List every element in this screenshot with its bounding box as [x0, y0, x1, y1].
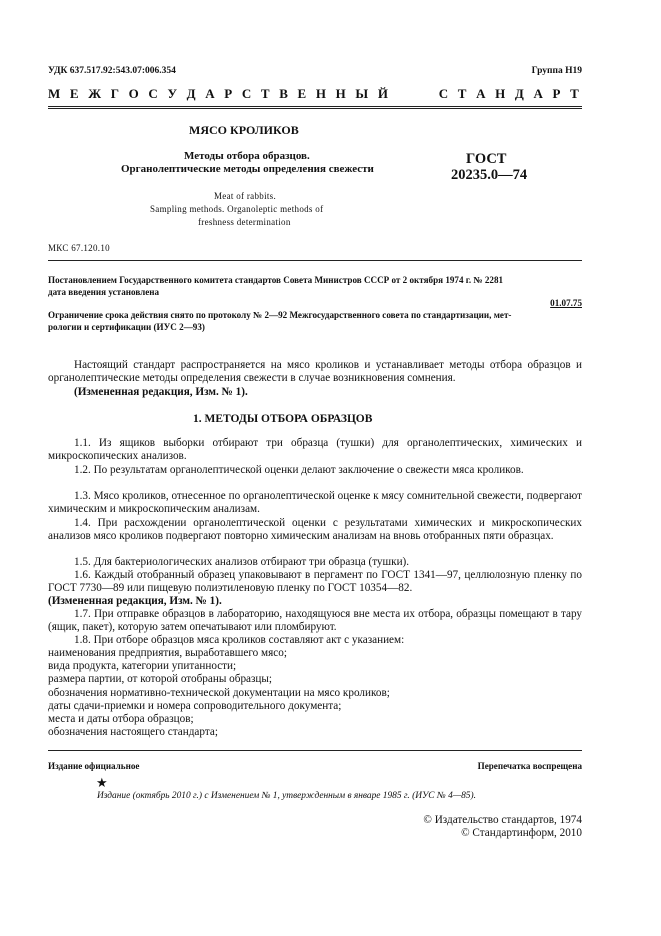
banner-interstate: М Е Ж Г О С У Д А Р С Т В Е Н Н Ы Й — [48, 86, 392, 101]
title-en-3: freshness determination — [198, 217, 291, 227]
section-heading: 1. МЕТОДЫ ОТБОРА ОБРАЗЦОВ — [193, 413, 373, 425]
title-sub-1: Методы отбора образцов. — [184, 150, 310, 162]
list-item: места и даты отбора образцов; — [48, 713, 194, 725]
reprint-notice: Перепечатка воспрещена — [477, 761, 582, 771]
banner-standard: С Т А Н Д А Р Т — [438, 86, 582, 101]
list-item: даты сдачи-приемки и номера сопроводительного документа; — [48, 700, 342, 712]
clause-1-8: 1.8. При отборе образцов мяса кроликов составляют акт с указанием: — [74, 634, 405, 646]
star-icon: ★ — [96, 775, 108, 790]
copyright-2010: © Стандартинформ, 2010 — [461, 827, 582, 839]
clause-1-1: 1.1. Из ящиков выборки отбирают три образца (тушки) для органолептических, химических и микроскопических анализов. — [48, 437, 582, 463]
copyright-1974: © Издательство стандартов, 1974 — [423, 814, 582, 826]
title-en-2: Sampling methods. Organoleptic methods of — [150, 204, 324, 214]
clause-1-4: 1.4. При расхождении органолептической оценки с результатами химических и микроскопических анализов мясо кроликов подвергают повторно химическим анализам на вновь отобранных пяти образцах. — [48, 517, 582, 543]
mks-divider — [48, 260, 582, 261]
gost-label: ГОСТ — [466, 151, 507, 167]
header-divider — [48, 106, 582, 109]
list-item: обозначения настоящего стандарта; — [48, 726, 218, 738]
intro-amendment: (Измененная редакция, Изм. № 1). — [74, 386, 248, 398]
clause-1-7: 1.7. При отправке образцов в лабораторию, находящуюся вне места их отбора, образцы помещают в тару (ящик, пакет), которую затем опечатывают или пломбируют. — [48, 608, 582, 634]
intro-paragraph: Настоящий стандарт распространяется на мясо кроликов и устанавливает методы отбора образцов и органолептические методы определения свежести в случае возникновения сомнения. — [48, 359, 582, 385]
decree-line-2: дата введения установлена — [48, 287, 160, 297]
mks-code: МКС 67.120.10 — [48, 243, 110, 253]
udk-code: УДК 637.517.92:543.07:006.354 — [48, 66, 176, 76]
list-item: обозначения нормативно-технической документации на мясо кроликов; — [48, 687, 390, 699]
limit-line-2: рологии и сертификации (ИУС 2—93) — [48, 322, 205, 332]
limit-line-1: Ограничение срока действия снято по протоколу № 2—92 Межгосударственного совета по стандартизации, мет- — [48, 310, 512, 320]
footer-divider — [48, 750, 582, 751]
clause-1-5: 1.5. Для бактериологических анализов отбирают три образца (тушки). — [74, 556, 410, 568]
clause-1-3: 1.3. Мясо кроликов, отнесенное по органолептической оценке к мясу сомнительной свежести, подвергают химическим и микроскопическим анализам. — [48, 490, 582, 516]
list-item: вида продукта, категории упитанности; — [48, 660, 237, 672]
title-sub-2: Органолептические методы определения свежести — [121, 163, 374, 175]
official-edition: Издание официальное — [48, 761, 140, 771]
edition-note: Издание (октябрь 2010 г.) с Изменением № 1, утвержденным в январе 1985 г. (ИУС № 4—85). — [97, 791, 476, 801]
group-code: Группа Н19 — [531, 66, 582, 76]
title-en-1: Meat of rabbits. — [214, 191, 277, 201]
clause-1-2: 1.2. По результатам органолептической оценки делают заключение о свежести мяса кроликов. — [74, 464, 524, 476]
gost-number: 20235.0—74 — [451, 167, 528, 183]
clause-amendment: (Измененная редакция, Изм. № 1). — [48, 595, 222, 607]
page-title: МЯСО КРОЛИКОВ — [189, 123, 299, 137]
list-item: наименования предприятия, выработавшего мясо; — [48, 647, 287, 659]
clause-1-6: 1.6. Каждый отобранный образец упаковывают в пергамент по ГОСТ 1341—97, целлюлозную пленку по ГОСТ 7730—89 или пищевую полиэтиленовую пленку по ГОСТ 10354—82. — [48, 569, 582, 595]
decree-line-1: Постановлением Государственного комитета стандартов Совета Министров СССР от 2 октября 1974 г. № 2281 — [48, 275, 504, 285]
effective-date: 01.07.75 — [550, 298, 582, 308]
list-item: размера партии, от которой отобраны образцы; — [48, 673, 273, 685]
